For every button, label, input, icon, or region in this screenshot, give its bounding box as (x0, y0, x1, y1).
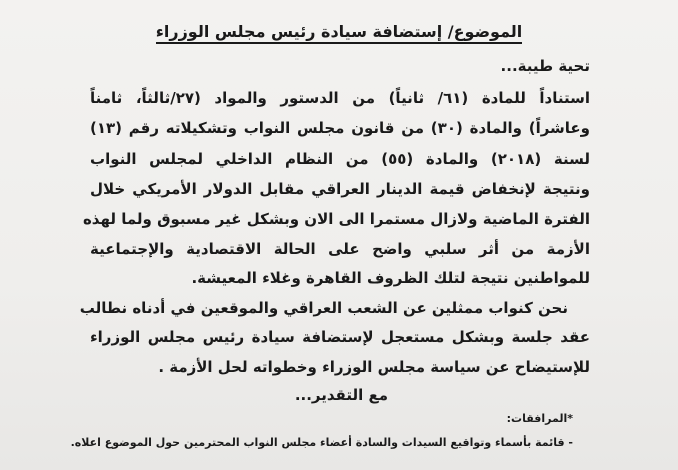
attachments-label: *المرافقات: (506, 412, 573, 425)
body-line: عقد جلسة وبشكل مستعجل لإستضافة سيادة رئيس مجلس الوزراء (90, 328, 590, 346)
body-line: لسنة (٢٠١٨) والمادة (٥٥) من النظام الداخلي لمجلس النواب (90, 150, 590, 168)
greeting: تحية طيبة... (500, 57, 590, 75)
body-line: ونتيجة لإنخفاض قيمة الدينار العراقي مقابل الدولار الأمريكي خلال (90, 180, 590, 198)
body-line: للمواطنين نتيجة لتلك الظروف القاهرة وغلاء المعيشة. (191, 269, 590, 287)
body-line: الأزمة من أثر سلبي واضح على الحالة الاقتصادية والإجتماعية (90, 240, 590, 258)
body-line: للإستيضاح عن سياسة مجلس الوزراء وخطواته لحل الأزمة . (158, 358, 590, 376)
subject-heading (0, 22, 678, 41)
attachment-item: - قائمة بأسماء وتواقيع السيدات والسادة أعضاء مجلس النواب المحترمين حول الموضوع اعلاه. (70, 436, 573, 449)
body-line: نحن كنواب ممثلين عن الشعب العراقي والموقعين في أدناه نطالب (79, 299, 568, 317)
body-line: الفترة الماضية ولازال مستمرا الى الان وبشكل غير مسبوق ولما لهذه (82, 210, 590, 228)
closing-text: مع التقدير... (294, 386, 388, 404)
body-line: وعاشراً) والمادة (٣٠) من قانون مجلس النواب وتشكيلاته رقم (١٣) (90, 119, 590, 137)
body-line: استناداً للمادة (٦١/ ثانياً) من الدستور والمواد (٢٧/ثالثاً، ثامناً (90, 89, 590, 107)
subject-text: الموضوع/ إستضافة سيادة رئيس مجلس الوزراء (156, 22, 523, 44)
